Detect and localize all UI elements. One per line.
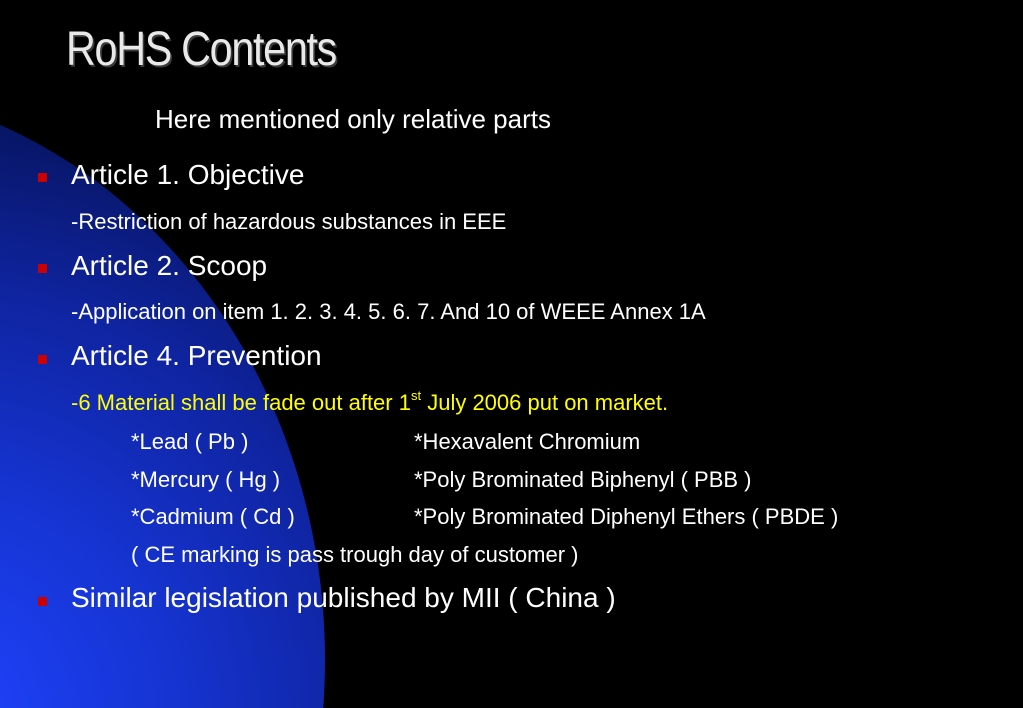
article-4-detail <box>71 389 668 417</box>
article-4-heading: Article 4. Prevention <box>71 340 322 371</box>
ce-marking-note: ( CE marking is pass trough day of customer ) <box>131 542 579 567</box>
article-1-heading: Article 1. Objective <box>71 159 305 190</box>
bullet-marker <box>38 597 47 606</box>
material-hexavalent-chromium: *Hexavalent Chromium <box>414 429 641 454</box>
article-2-heading: Article 2. Scoop <box>71 250 268 281</box>
article-4-detail-end: July 2006 put on market. <box>421 390 669 415</box>
bullet-marker <box>38 264 47 273</box>
article-4-detail-superscript: st <box>410 387 422 403</box>
material-cadmium: *Cadmium ( Cd ) <box>131 504 295 529</box>
article-2-detail: -Application on item 1. 2. 3. 4. 5. 6. 7. And 10 of WEEE Annex 1A <box>71 299 706 324</box>
material-pbde: *Poly Brominated Diphenyl Ethers ( PBDE ) <box>414 504 839 529</box>
bullet-marker <box>38 173 47 182</box>
slide-title: RoHS Contents <box>66 23 337 76</box>
slide-subtitle: Here mentioned only relative parts <box>155 104 551 134</box>
article-1-detail: -Restriction of hazardous substances in EEE <box>71 209 507 234</box>
similar-legislation-bullet: Similar legislation published by MII ( China ) <box>71 582 616 613</box>
material-lead: *Lead ( Pb ) <box>131 429 249 454</box>
material-pbb: *Poly Brominated Biphenyl ( PBB ) <box>414 467 752 492</box>
material-mercury: *Mercury ( Hg ) <box>131 467 281 492</box>
article-4-detail-start: -6 Material shall be fade out after 1 <box>71 390 411 415</box>
bullet-marker <box>38 355 47 364</box>
